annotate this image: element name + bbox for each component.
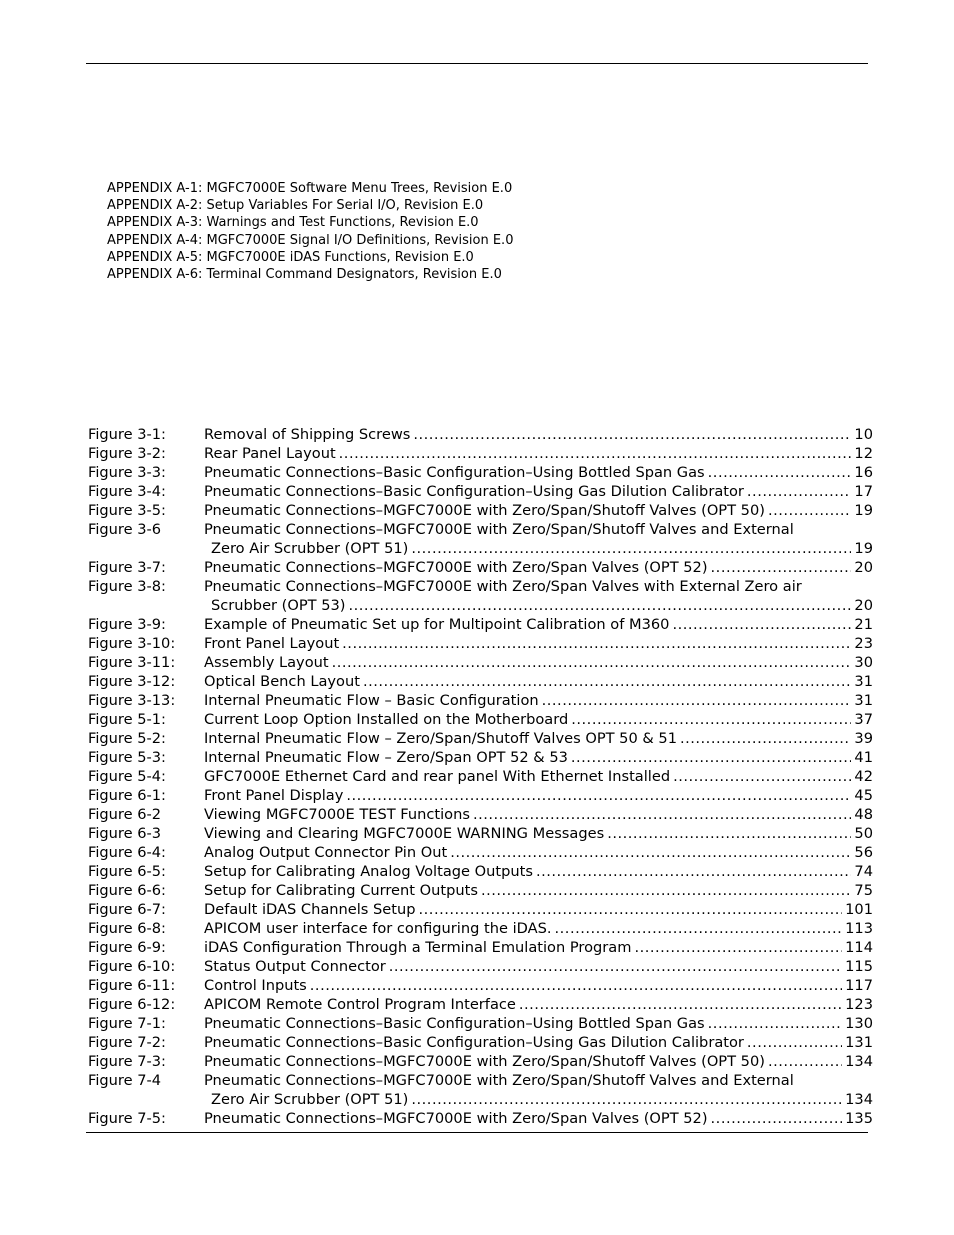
dot-leader — [708, 1014, 842, 1033]
dot-leader — [411, 539, 851, 558]
dot-leader — [680, 729, 851, 748]
figure-label: Figure 3-2: — [88, 445, 166, 462]
figure-title: Internal Pneumatic Flow – Zero/Span OPT 52 & 53 — [204, 749, 568, 766]
figure-title: Optical Bench Layout — [204, 673, 360, 690]
figure-label: Figure 3-3: — [88, 464, 166, 481]
figure-entry[interactable] — [88, 900, 873, 919]
page-number: 31 — [854, 692, 873, 709]
figure-title: Analog Output Connector Pin Out — [204, 844, 448, 861]
dot-leader — [555, 919, 843, 938]
figure-label: Figure 3-12: — [88, 673, 176, 690]
figure-label: Figure 6-9: — [88, 939, 166, 956]
figure-entry[interactable] — [88, 786, 873, 805]
dot-leader — [413, 425, 851, 444]
dot-leader — [389, 957, 842, 976]
figure-label: Figure 3-7: — [88, 559, 166, 576]
figure-entry[interactable] — [88, 919, 873, 938]
figure-entry[interactable] — [88, 938, 873, 957]
page-number: 113 — [845, 920, 873, 937]
figure-title: Setup for Calibrating Analog Voltage Outputs — [204, 863, 533, 880]
appendix-item: APPENDIX A-5: MGFC7000E iDAS Functions, Revision E.0 — [107, 249, 474, 265]
figure-title-continued: Zero Air Scrubber (OPT 51) — [211, 540, 409, 557]
figure-label: Figure 3-8: — [88, 578, 166, 595]
page-number: 101 — [845, 901, 873, 918]
figure-entry[interactable] — [88, 957, 873, 976]
page-number: 19 — [854, 502, 873, 519]
figure-label: Figure 5-3: — [88, 749, 166, 766]
figure-entry[interactable] — [88, 615, 873, 634]
figure-label: Figure 6-1: — [88, 787, 166, 804]
page-number: 23 — [854, 635, 873, 652]
figure-title: Pneumatic Connections–MGFC7000E with Zero/Span Valves (OPT 52) — [204, 1110, 708, 1127]
figure-title: Front Panel Layout — [204, 635, 340, 652]
figure-entry[interactable] — [88, 1109, 873, 1128]
page-number: 56 — [854, 844, 873, 861]
footer-rule — [86, 1132, 868, 1133]
appendix-list — [107, 180, 513, 283]
figure-title: Viewing MGFC7000E TEST Functions — [204, 806, 470, 823]
dot-leader — [332, 653, 852, 672]
figure-label: Figure 3-5: — [88, 502, 166, 519]
dot-leader — [450, 843, 851, 862]
dot-leader — [747, 482, 852, 501]
figure-title: Current Loop Option Installed on the Motherboard — [204, 711, 569, 728]
figure-label: Figure 3-13: — [88, 692, 176, 709]
figure-entry[interactable] — [88, 691, 873, 710]
figure-title: Pneumatic Connections–Basic Configuration–Using Gas Dilution Calibrator — [204, 483, 744, 500]
figure-label: Figure 5-1: — [88, 711, 166, 728]
figure-label: Figure 7-3: — [88, 1053, 166, 1070]
figure-entry[interactable] — [88, 558, 873, 577]
page-number: 19 — [854, 540, 873, 557]
figure-title: Removal of Shipping Screws — [204, 426, 411, 443]
page-number: 16 — [854, 464, 873, 481]
dot-leader — [708, 463, 852, 482]
appendix-item: APPENDIX A-3: Warnings and Test Functions, Revision E.0 — [107, 215, 479, 231]
dot-leader — [607, 824, 851, 843]
figure-entry[interactable] — [88, 1052, 873, 1071]
figure-label: Figure 6-12: — [88, 996, 176, 1013]
dot-leader — [473, 805, 851, 824]
figure-entry-continuation — [88, 1090, 873, 1109]
figure-label: Figure 3-10: — [88, 635, 176, 652]
figure-label: Figure 6-10: — [88, 958, 176, 975]
page-number: 17 — [854, 483, 873, 500]
page-number: 50 — [854, 825, 873, 842]
figure-title: Pneumatic Connections–MGFC7000E with Zero/Span/Shutoff Valves (OPT 50) — [204, 502, 765, 519]
figure-title: Rear Panel Layout — [204, 445, 336, 462]
figure-label: Figure 7-4 — [88, 1072, 162, 1089]
figure-title: GFC7000E Ethernet Card and rear panel With Ethernet Installed — [204, 768, 671, 785]
page-number: 41 — [854, 749, 873, 766]
figure-entry[interactable] — [88, 463, 873, 482]
figure-label: Figure 6-11: — [88, 977, 176, 994]
figure-title: APICOM Remote Control Program Interface — [204, 996, 516, 1013]
figure-label: Figure 6-5: — [88, 863, 166, 880]
figure-title: Setup for Calibrating Current Outputs — [204, 882, 478, 899]
dot-leader — [747, 1033, 842, 1052]
page-number: 135 — [845, 1110, 873, 1127]
figure-title: Pneumatic Connections–Basic Configuration–Using Bottled Span Gas — [204, 1015, 705, 1032]
figure-title: Default iDAS Channels Setup — [204, 901, 416, 918]
dot-leader — [536, 862, 851, 881]
figure-title: Viewing and Clearing MGFC7000E WARNING Messages — [204, 825, 605, 842]
dot-leader — [768, 1052, 842, 1071]
page-number: 45 — [854, 787, 873, 804]
dot-leader — [711, 558, 852, 577]
figure-entry-continuation — [88, 596, 873, 615]
figure-label: Figure 6-4: — [88, 844, 166, 861]
figure-title-continued: Zero Air Scrubber (OPT 51) — [211, 1091, 409, 1108]
list-of-figures — [88, 425, 873, 1128]
figure-title: Control Inputs — [204, 977, 307, 994]
dot-leader — [363, 672, 851, 691]
page-number: 37 — [854, 711, 873, 728]
appendix-item: APPENDIX A-2: Setup Variables For Serial I/O, Revision E.0 — [107, 198, 484, 214]
dot-leader — [768, 501, 851, 520]
figure-entry[interactable] — [88, 767, 873, 786]
page-number: 134 — [845, 1053, 873, 1070]
figure-title: Pneumatic Connections–MGFC7000E with Zero/Span Valves with External Zero air — [204, 578, 802, 595]
figure-label: Figure 6-2 — [88, 806, 162, 823]
figure-entry-continuation — [88, 539, 873, 558]
figure-label: Figure 7-1: — [88, 1015, 166, 1032]
figure-entry[interactable] — [88, 995, 873, 1014]
page-number: 123 — [845, 996, 873, 1013]
figure-entry[interactable] — [88, 501, 873, 520]
page-number: 39 — [854, 730, 873, 747]
page-number: 134 — [845, 1091, 873, 1108]
dot-leader — [419, 900, 843, 919]
dot-leader — [342, 634, 851, 653]
dot-leader — [339, 444, 852, 463]
figure-label: Figure 3-6 — [88, 521, 162, 538]
figure-label: Figure 5-4: — [88, 768, 166, 785]
dot-leader — [519, 995, 842, 1014]
dot-leader — [711, 1109, 843, 1128]
figure-label: Figure 6-3 — [88, 825, 162, 842]
figure-entry[interactable] — [88, 1033, 873, 1052]
page-number: 130 — [845, 1015, 873, 1032]
figure-entry[interactable] — [88, 881, 873, 900]
figure-title: Internal Pneumatic Flow – Basic Configuration — [204, 692, 539, 709]
page-number: 31 — [854, 673, 873, 690]
figure-title: APICOM user interface for configuring the iDAS. — [204, 920, 552, 937]
figure-entry[interactable] — [88, 976, 873, 995]
figure-entry[interactable] — [88, 520, 873, 539]
figure-title: Pneumatic Connections–MGFC7000E with Zero/Span/Shutoff Valves (OPT 50) — [204, 1053, 765, 1070]
dot-leader — [348, 596, 851, 615]
dot-leader — [481, 881, 851, 900]
figure-label: Figure 7-2: — [88, 1034, 166, 1051]
figure-label: Figure 6-6: — [88, 882, 166, 899]
figure-entry[interactable] — [88, 1014, 873, 1033]
figure-title: Pneumatic Connections–Basic Configuration–Using Gas Dilution Calibrator — [204, 1034, 744, 1051]
dot-leader — [673, 767, 851, 786]
figure-entry[interactable] — [88, 444, 873, 463]
appendix-item: APPENDIX A-1: MGFC7000E Software Menu Trees, Revision E.0 — [107, 181, 513, 196]
figure-entry[interactable] — [88, 425, 873, 444]
page-number: 48 — [854, 806, 873, 823]
page-number: 114 — [845, 939, 873, 956]
figure-label: Figure 6-8: — [88, 920, 166, 937]
page-number: 117 — [845, 977, 873, 994]
page-number: 20 — [854, 559, 873, 576]
figure-entry[interactable] — [88, 805, 873, 824]
figure-title: Pneumatic Connections–MGFC7000E with Zero/Span Valves (OPT 52) — [204, 559, 708, 576]
figure-title: Front Panel Display — [204, 787, 344, 804]
figure-title: iDAS Configuration Through a Terminal Emulation Program — [204, 939, 632, 956]
dot-leader — [310, 976, 842, 995]
figure-title: Internal Pneumatic Flow – Zero/Span/Shutoff Valves OPT 50 & 51 — [204, 730, 677, 747]
figure-entry[interactable] — [88, 748, 873, 767]
figure-title: Pneumatic Connections–Basic Configuration–Using Bottled Span Gas — [204, 464, 705, 481]
page-number: 131 — [845, 1034, 873, 1051]
figure-title: Pneumatic Connections–MGFC7000E with Zero/Span/Shutoff Valves and External — [204, 521, 794, 538]
figure-entry[interactable] — [88, 672, 873, 691]
figure-entry[interactable] — [88, 862, 873, 881]
figure-title: Assembly Layout — [204, 654, 329, 671]
dot-leader — [571, 748, 852, 767]
dot-leader — [411, 1090, 842, 1109]
dot-leader — [634, 938, 842, 957]
appendix-item: APPENDIX A-6: Terminal Command Designators, Revision E.0 — [107, 267, 502, 283]
dot-leader — [672, 615, 851, 634]
figure-entry[interactable] — [88, 843, 873, 862]
page-number: 20 — [854, 597, 873, 614]
figure-entry[interactable] — [88, 653, 873, 672]
figure-entry[interactable] — [88, 482, 873, 501]
page-number: 115 — [845, 958, 873, 975]
page-number: 74 — [854, 863, 873, 880]
page-number: 75 — [854, 882, 873, 899]
figure-entry[interactable] — [88, 634, 873, 653]
figure-label: Figure 5-2: — [88, 730, 166, 747]
figure-title: Example of Pneumatic Set up for Multipoint Calibration of M360 — [204, 616, 670, 633]
figure-label: Figure 3-1: — [88, 426, 166, 443]
figure-entry[interactable] — [88, 824, 873, 843]
figure-label: Figure 6-7: — [88, 901, 166, 918]
appendix-item: APPENDIX A-4: MGFC7000E Signal I/O Definitions, Revision E.0 — [107, 232, 514, 248]
figure-entry[interactable] — [88, 577, 873, 596]
figure-label: Figure 3-11: — [88, 654, 176, 671]
figure-label: Figure 3-4: — [88, 483, 166, 500]
figure-title: Status Output Connector — [204, 958, 386, 975]
figure-entry[interactable] — [88, 1071, 873, 1090]
page-number: 12 — [854, 445, 873, 462]
dot-leader — [346, 786, 851, 805]
figure-title: Pneumatic Connections–MGFC7000E with Zero/Span/Shutoff Valves and External — [204, 1072, 794, 1089]
figure-title-continued: Scrubber (OPT 53) — [211, 597, 346, 614]
dot-leader — [571, 710, 851, 729]
figure-entry[interactable] — [88, 710, 873, 729]
header-rule — [86, 63, 868, 64]
figure-entry[interactable] — [88, 729, 873, 748]
page-number: 21 — [854, 616, 873, 633]
page-number: 30 — [854, 654, 873, 671]
dot-leader — [542, 691, 852, 710]
page-number: 42 — [854, 768, 873, 785]
figure-label: Figure 7-5: — [88, 1110, 166, 1127]
figure-label: Figure 3-9: — [88, 616, 166, 633]
page-number: 10 — [854, 426, 873, 443]
